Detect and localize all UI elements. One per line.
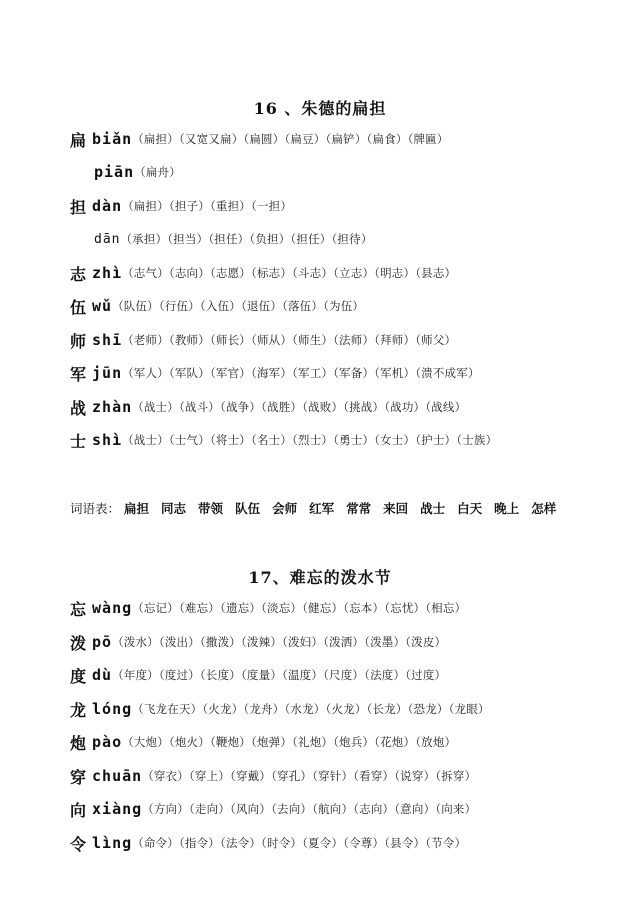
entry-row bbox=[70, 429, 620, 451]
entry-character: 师 bbox=[70, 331, 87, 351]
entry-pinyin: wǔ bbox=[92, 297, 113, 315]
entry-pinyin: piān bbox=[94, 163, 135, 181]
entry-pinyin: wàng bbox=[92, 599, 133, 617]
entry-words: （扁担）（担子）（重担）（一担） bbox=[122, 199, 293, 213]
entry-character: 军 bbox=[70, 364, 87, 384]
entry-pinyin: pào bbox=[92, 733, 123, 751]
entry-words: （飞龙在天）（火龙）（龙舟）（水龙）（火龙）（长龙）（恐龙）（龙眼） bbox=[132, 702, 490, 716]
entry-character: 士 bbox=[70, 431, 87, 451]
entry-character: 扁 bbox=[70, 130, 87, 150]
entry-row bbox=[70, 362, 620, 384]
entry-row bbox=[70, 262, 620, 284]
entry-words: （年度）（度过）（长度）（度量）（温度）（尺度）（法度）（过度） bbox=[112, 668, 447, 682]
entry-words: （忘记）（难忘）（遗忘）（淡忘）（健忘）（忘本）（忘忧）（相忘） bbox=[132, 601, 467, 615]
entry-pinyin: jūn bbox=[92, 364, 123, 382]
entry-words: （命令）（指令）（法令）（时令）（夏令）（令尊）（县令）（节令） bbox=[132, 836, 467, 850]
entry-character: 向 bbox=[70, 800, 87, 820]
entry-words: （穿衣）（穿上）（穿戴）（穿孔）（穿针）（看穿）（说穿）（拆穿） bbox=[142, 769, 477, 783]
entry-character: 穿 bbox=[70, 767, 87, 787]
entry-row bbox=[94, 228, 620, 250]
vocabulary-word: 扁担 bbox=[124, 501, 150, 516]
lesson-17-title: 17、难忘的泼水节 bbox=[248, 568, 392, 587]
entry-pinyin: dàn bbox=[92, 197, 123, 215]
entry-character: 泼 bbox=[70, 633, 87, 653]
entry-row bbox=[70, 396, 620, 418]
entry-words: （军人）（军队）（军官）（海军）（军工）（军备）（军机）（溃不成军） bbox=[122, 366, 480, 380]
entry-row bbox=[70, 195, 620, 217]
entry-words: （老师）（教师）（师长）（师从）（师生）（法师）（拜师）（师父） bbox=[122, 333, 457, 347]
entry-words: （志气）（志向）（志愿）（标志）（斗志）（立志）（明志）（县志） bbox=[122, 266, 457, 280]
entry-character: 忘 bbox=[70, 599, 87, 619]
entry-words: （战士）（战斗）（战争）（战胜）（战败）（挑战）（战功）（战线） bbox=[132, 400, 467, 414]
vocabulary-word: 晚上 bbox=[494, 501, 520, 516]
entry-row bbox=[70, 731, 620, 753]
entry-row bbox=[70, 631, 620, 653]
entry-pinyin: xiàng bbox=[92, 800, 143, 818]
entry-words: （队伍）（行伍）（入伍）（退伍）（落伍）（为伍） bbox=[112, 299, 365, 313]
entry-row bbox=[70, 295, 620, 317]
vocabulary-word: 战士 bbox=[420, 501, 446, 516]
entry-row bbox=[94, 161, 620, 183]
entry-pinyin: zhàn bbox=[92, 398, 133, 416]
entry-pinyin: biǎn bbox=[92, 130, 133, 148]
vocabulary-word: 队伍 bbox=[235, 501, 261, 516]
entry-row bbox=[70, 798, 620, 820]
entry-pinyin: dān bbox=[94, 231, 121, 247]
entry-pinyin: dù bbox=[92, 666, 113, 684]
entry-pinyin: lìng bbox=[92, 834, 133, 852]
entry-row bbox=[70, 128, 620, 150]
entry-row bbox=[70, 832, 620, 854]
entry-character: 龙 bbox=[70, 700, 87, 720]
entry-pinyin: shì bbox=[92, 431, 123, 449]
vocabulary-list bbox=[70, 497, 568, 519]
entry-character: 战 bbox=[70, 398, 87, 418]
entry-character: 伍 bbox=[70, 297, 87, 317]
entry-words: （扁舟） bbox=[134, 165, 181, 179]
entry-words: （承担）（担当）（担任）（负担）（担任）（担待） bbox=[120, 232, 373, 246]
entry-pinyin: shī bbox=[92, 331, 123, 349]
entry-character: 担 bbox=[70, 197, 87, 217]
entry-row bbox=[70, 664, 620, 686]
entry-character: 志 bbox=[70, 264, 87, 284]
vocabulary-word: 带领 bbox=[198, 501, 224, 516]
entry-words: （方向）（走向）（风向）（去向）（航向）（志向）（意向）（向来） bbox=[142, 802, 477, 816]
entry-character: 令 bbox=[70, 834, 87, 854]
entry-character: 度 bbox=[70, 666, 87, 686]
entry-words: （扁担）（又宽又扁）（扁圆）（扁豆）（扁铲）（扁食）（牌匾） bbox=[132, 132, 449, 146]
entry-row bbox=[70, 698, 620, 720]
vocabulary-word: 同志 bbox=[161, 501, 187, 516]
vocabulary-word: 白天 bbox=[457, 501, 483, 516]
entry-pinyin: zhì bbox=[92, 264, 123, 282]
entry-words: （大炮）（炮火）（鞭炮）（炮弹）（礼炮）（炮兵）（花炮）（放炮） bbox=[122, 735, 457, 749]
entry-row bbox=[70, 765, 620, 787]
vocabulary-word: 常常 bbox=[346, 501, 372, 516]
vocabulary-word: 红军 bbox=[309, 501, 335, 516]
entry-pinyin: lóng bbox=[92, 700, 133, 718]
vocabulary-label: 词语表： bbox=[70, 501, 121, 516]
entry-row bbox=[70, 597, 620, 619]
entry-character: 炮 bbox=[70, 733, 87, 753]
entry-words: （泼水）（泼出）（撒泼）（泼辣）（泼妇）（泼洒）（泼墨）（泼皮） bbox=[112, 635, 447, 649]
entry-pinyin: chuān bbox=[92, 767, 143, 785]
entry-row bbox=[70, 329, 620, 351]
vocabulary-word: 会师 bbox=[272, 501, 298, 516]
vocabulary-word: 来回 bbox=[383, 501, 409, 516]
vocabulary-word: 怎样 bbox=[531, 501, 557, 516]
lesson-16-title: 16 、朱德的扁担 bbox=[253, 99, 387, 118]
entry-words: （战士）（士气）（将士）（名士）（烈士）（勇士）（女士）（护士）（士族） bbox=[122, 433, 498, 447]
entry-pinyin: pō bbox=[92, 633, 113, 651]
